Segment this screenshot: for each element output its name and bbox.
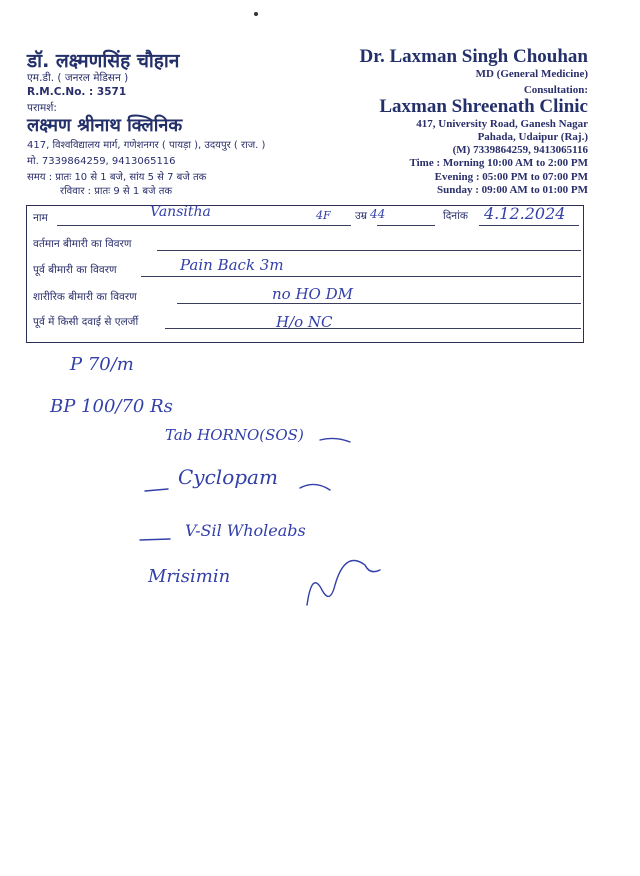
name-label: नाम — [33, 212, 48, 224]
hw-rx-bp: BP 100/70 Rs — [50, 396, 173, 417]
hw-date: 4.12.2024 — [484, 204, 566, 223]
past-illness-label: पूर्व बीमारी का विवरण — [33, 264, 117, 276]
address-line2-english: Pahada, Udaipur (Raj.) — [477, 131, 588, 143]
hw-sex: 4F — [316, 209, 331, 222]
hw-allergy: H/o NC — [276, 313, 333, 331]
allergy-label: पूर्व में किसी दवाई से एलर्जी — [33, 316, 139, 328]
clinic-name-hindi: लक्ष्मण श्रीनाथ क्लिनिक — [27, 115, 183, 136]
hw-name: Vansitha — [150, 204, 211, 220]
address-line1-english: 417, University Road, Ganesh Nagar — [416, 118, 588, 130]
clinic-name-english: Laxman Shreenath Clinic — [379, 96, 588, 117]
hw-rx-vsil: V-Sil Wholeabs — [185, 521, 306, 540]
hw-rx-last: Mrisimin — [148, 566, 231, 587]
time-evening: Evening : 05:00 PM to 07:00 PM — [434, 171, 588, 183]
hw-age: 44 — [370, 207, 386, 221]
date-label: दिनांक — [443, 210, 468, 222]
doctor-signature — [307, 561, 380, 606]
sunday-timings-hindi: रविवार : प्रातः 9 से 1 बजे तक — [60, 186, 173, 197]
timings-hindi: समय : प्रातः 10 से 1 बजे, सांय 5 से 7 बजे तक — [27, 172, 207, 183]
phone-english: (M) 7339864259, 9413065116 — [452, 144, 588, 156]
physical-illness-label: शारीरिक बीमारी का विवरण — [33, 291, 137, 303]
consultation-label-english: Consultation: — [523, 84, 588, 96]
age-label: उम्र — [355, 210, 368, 222]
hw-dash-2 — [145, 489, 168, 491]
current-illness-label: वर्तमान बीमारी का विवरण — [33, 238, 132, 250]
hw-physical-illness: no HO DM — [272, 285, 353, 303]
rmc-number: R.M.C.No. : 3571 — [27, 86, 127, 98]
hw-rx-cyclopam: Cyclopam — [178, 465, 278, 489]
time-morning: Time : Morning 10:00 AM to 2:00 PM — [409, 157, 588, 169]
hw-rx-tab: Tab HORNO(SOS) — [165, 426, 304, 444]
mobile-hindi: मो. 7339864259, 9413065116 — [27, 156, 176, 167]
consultation-label-hindi: परामर्श: — [27, 102, 57, 114]
degree-hindi: एम.डी. ( जनरल मेडिसन ) — [27, 72, 129, 84]
degree-english: MD (General Medicine) — [475, 68, 588, 80]
hw-1cu-mark — [300, 484, 330, 490]
hw-dash-1 — [140, 539, 170, 540]
doctor-name-english: Dr. Laxman Singh Chouhan — [359, 46, 588, 67]
doctor-name-hindi: डॉ. लक्ष्मणसिंह चौहान — [27, 50, 180, 72]
time-sunday: Sunday : 09:00 AM to 01:00 PM — [437, 184, 588, 196]
hw-past-illness: Pain Back 3m — [180, 256, 284, 274]
address-hindi: 417, विश्वविद्यालय मार्ग, गणेशनगर ( पायड़ा ), उदयपुर ( राज. ) — [27, 140, 266, 151]
hw-week-mark — [320, 438, 350, 442]
hw-rx-pulse: P 70/m — [70, 354, 134, 375]
